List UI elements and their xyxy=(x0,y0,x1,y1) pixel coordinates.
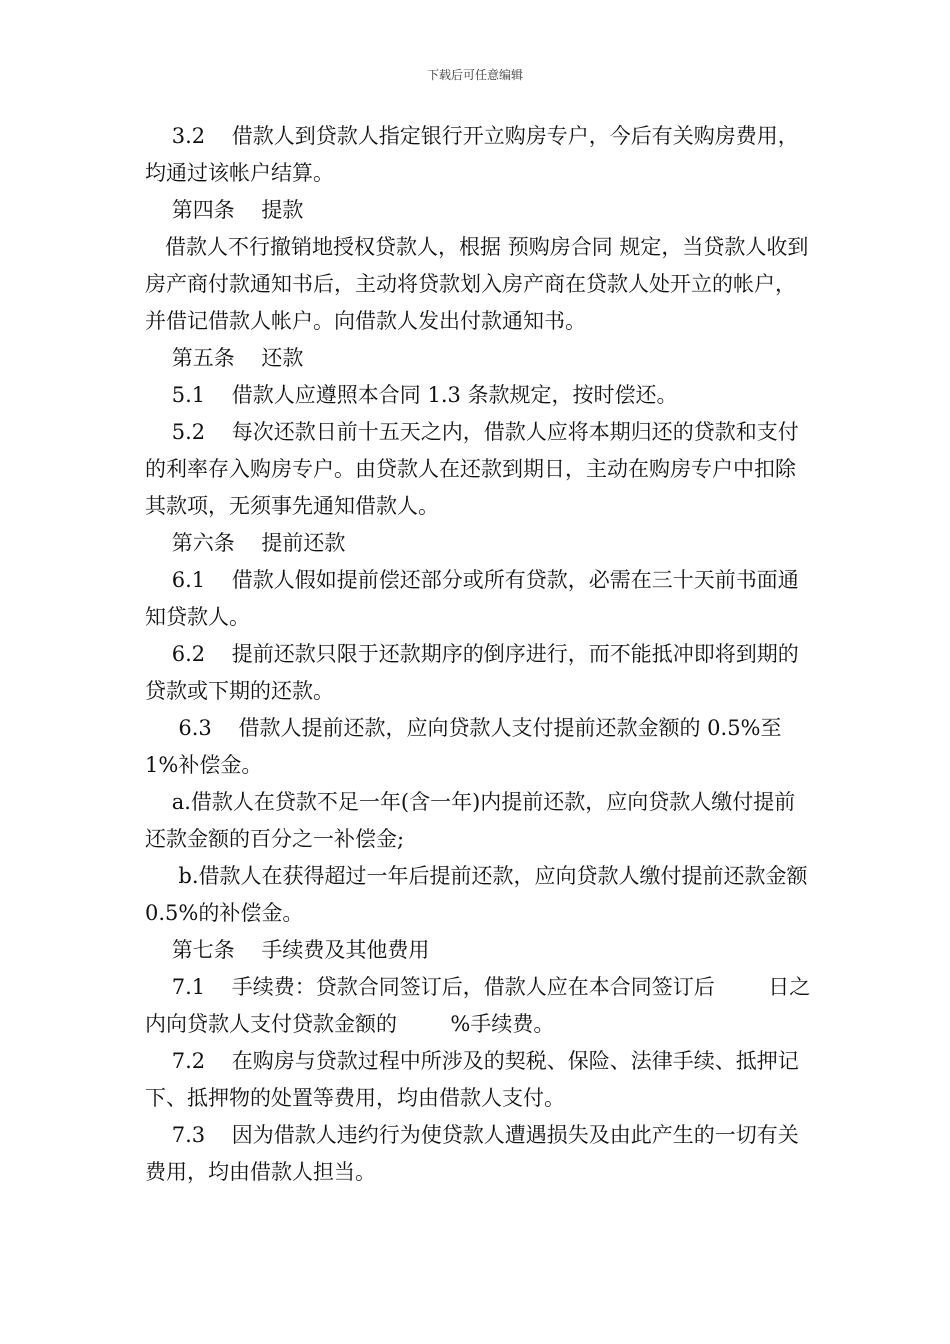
clause-6-1: 6.1 借款人假如提前偿还部分或所有贷款，必需在三十天前书面通知贷款人。 xyxy=(145,568,799,629)
document-body xyxy=(145,118,815,1191)
clause-3-2: 3.2 借款人到贷款人指定银行开立购房专户，今后有关购房费用，均通过该帐户结算。 xyxy=(145,124,799,185)
clause-6-2: 6.2 提前还款只限于还款期序的倒序进行，而不能抵冲即将到期的贷款或下期的还款。 xyxy=(145,642,799,703)
article-4-heading: 第四条 提款 xyxy=(145,198,304,222)
clause-5-1: 5.1 借款人应遵照本合同 1.3 条款规定，按时偿还。 xyxy=(145,383,678,407)
clause-7-1: 7.1 手续费：贷款合同签订后，借款人应在本合同签订后 日之内向贷款人支付贷款金额的 %手续费。 xyxy=(145,975,811,1036)
article-7-heading: 第七条 手续费及其他费用 xyxy=(145,938,430,962)
clause-6-3-a: a.借款人在贷款不足一年(含一年)内提前还款，应向贷款人缴付提前还款金额的百分之一补偿金; xyxy=(145,790,796,851)
article-6-heading: 第六条 提前还款 xyxy=(145,531,346,555)
clause-6-3: 6.3 借款人提前还款，应向贷款人支付提前还款金额的 0.5%至 1%补偿金。 xyxy=(145,716,789,777)
clause-7-3: 7.3 因为借款人违约行为使贷款人遭遇损失及由此产生的一切有关费用，均由借款人担当。 xyxy=(145,1123,799,1184)
article-5-heading: 第五条 还款 xyxy=(145,346,304,370)
clause-5-2: 5.2 每次还款日前十五天之内，借款人应将本期归还的贷款和支付的利率存入购房专户。由贷款人在还款到期日，主动在购房专户中扣除其款项，无须事先通知借款人。 xyxy=(145,420,799,518)
clause-6-3-b: b.借款人在获得超过一年后提前还款，应向贷款人缴付提前还款金额 0.5%的补偿金。 xyxy=(145,864,815,925)
article-4-body: 借款人不行撤销地授权贷款人，根据 预购房合同 规定，当贷款人收到房产商付款通知书后，主动将贷款划入房产商在贷款人处开立的帐户，并借记借款人帐户。向借款人发出付款通知书。 xyxy=(145,235,809,333)
clause-7-2: 7.2 在购房与贷款过程中所涉及的契税、保险、法律手续、抵押记下、抵押物的处置等费用，均由借款人支付。 xyxy=(145,1049,799,1110)
page-header: 下载后可任意编辑 xyxy=(426,68,523,82)
